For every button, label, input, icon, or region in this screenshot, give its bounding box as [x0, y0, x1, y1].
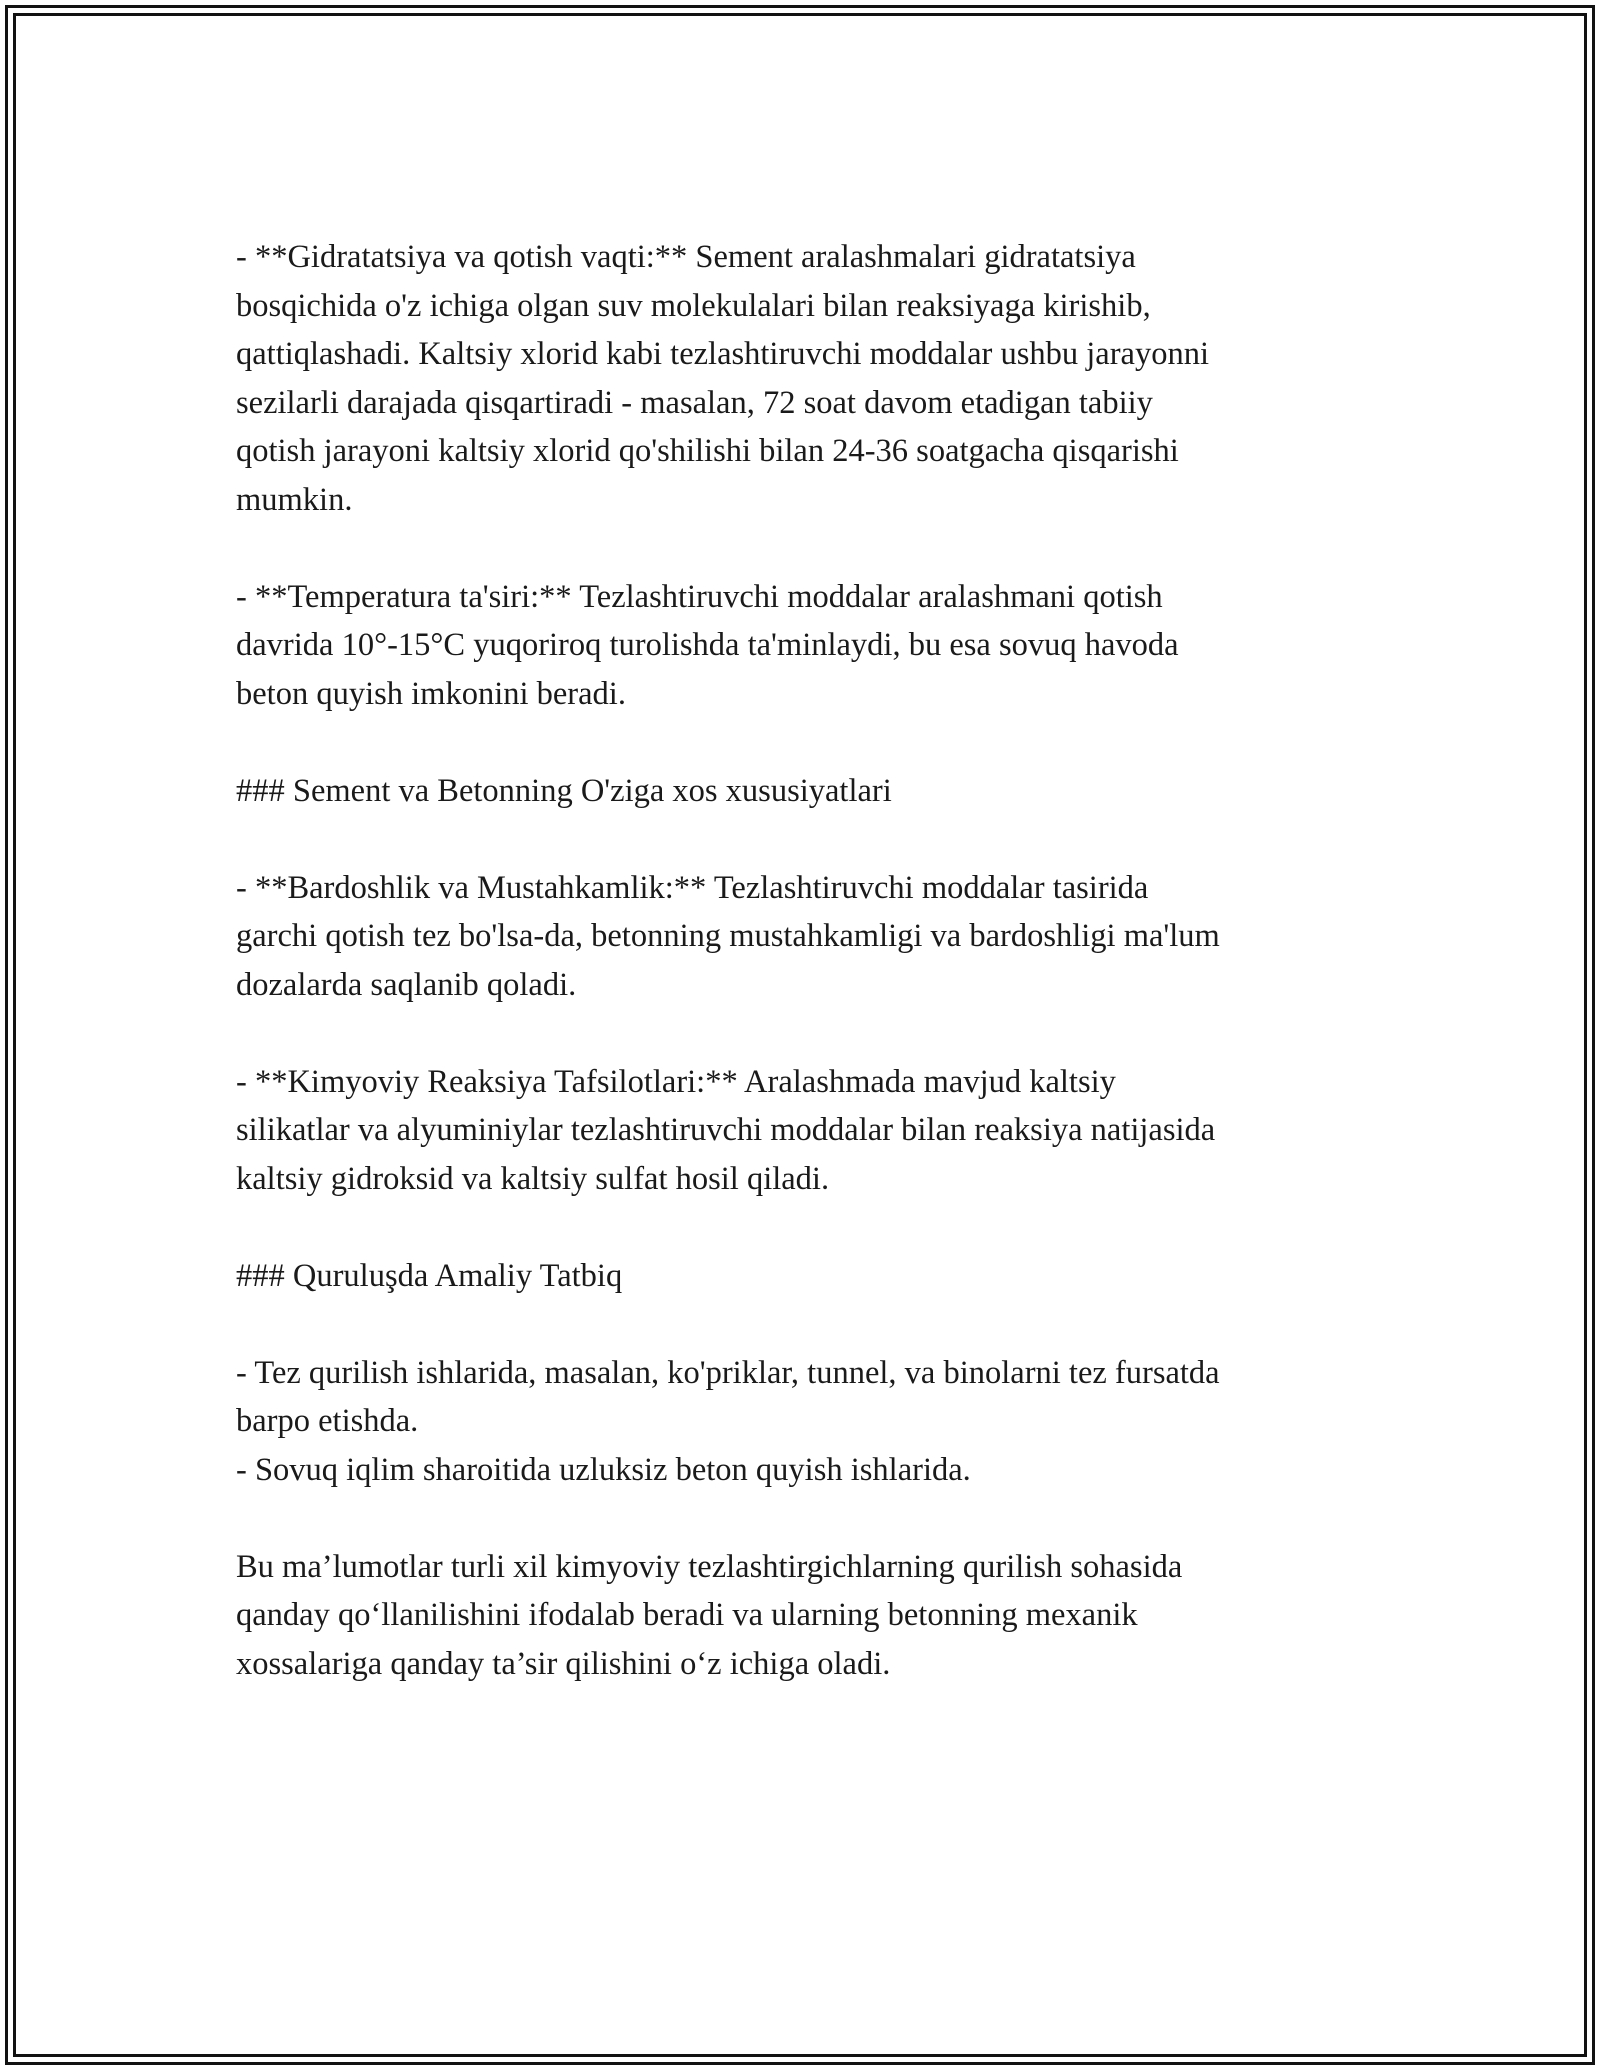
text-line: Bu ma’lumotlar turli xil kimyoviy tezlashtirgichlarning qurilish sohasida — [236, 1548, 1183, 1585]
paragraph-chemical-reaction — [236, 1058, 1366, 1204]
text-line: - **Bardoshlik va Mustahkamlik:** Tezlashtiruvchi moddalar tasirida — [236, 869, 1149, 906]
list-applications — [236, 1349, 1366, 1495]
text-line: qattiqlashadi. Kaltsiy xlorid kabi tezlashtiruvchi moddalar ushbu jarayonni — [236, 336, 1209, 372]
text-line: - **Temperatura ta'siri:** Tezlashtiruvchi moddalar aralashmani qotish — [236, 578, 1163, 615]
text-line: beton quyish imkonini beradi. — [236, 675, 626, 712]
text-line: garchi qotish tez bo'lsa-da, betonning mustahkamligi va bardoshligi ma'lum — [236, 918, 1220, 954]
text-line: dozalarda saqlanib qoladi. — [236, 966, 577, 1003]
text-line: qotish jarayoni kaltsiy xlorid qo'shilishi bilan 24-36 soatgacha qisqarishi — [236, 433, 1179, 469]
paragraph-hydration — [236, 233, 1366, 524]
text-line: mumkin. — [236, 481, 353, 518]
document-body — [236, 233, 1366, 1688]
text-line: - Tez qurilish ishlarida, masalan, ko'priklar, tunnel, va binolarni tez fursatda — [236, 1354, 1220, 1391]
heading-properties — [236, 767, 1366, 816]
paragraph-durability — [236, 864, 1366, 1010]
paragraph-conclusion — [236, 1543, 1366, 1689]
text-line: kaltsiy gidroksid va kaltsiy sulfat hosil qiladi. — [236, 1160, 830, 1197]
text-line: ### Quruluşda Amaliy Tatbiq — [236, 1257, 623, 1294]
text-line: - **Kimyoviy Reaksiya Tafsilotlari:** Aralashmada mavjud kaltsiy — [236, 1063, 1116, 1100]
text-line: - Sovuq iqlim sharoitida uzluksiz beton quyish ishlarida. — [236, 1451, 971, 1488]
paragraph-temperature — [236, 573, 1366, 719]
text-line: ### Sement va Betonning O'ziga xos xususiyatlari — [236, 772, 892, 809]
text-line: bosqichida o'z ichiga olgan suv molekulalari bilan reaksiyaga kirishib, — [236, 287, 1151, 324]
text-line: silikatlar va alyuminiylar tezlashtiruvchi moddalar bilan reaksiya natijasida — [236, 1112, 1216, 1148]
text-line: sezilarli darajada qisqartiradi - masalan, 72 soat davom etadigan tabiiy — [236, 384, 1153, 421]
heading-application — [236, 1252, 1366, 1301]
text-line: - **Gidratatsiya va qotish vaqti:** Sement aralashmalari gidratatsiya — [236, 239, 1136, 275]
text-line: qanday qo‘llanilishini ifodalab beradi va ularning betonning mexanik — [236, 1597, 1138, 1633]
text-line: barpo etishda. — [236, 1403, 419, 1439]
text-line: xossalariga qanday ta’sir qilishini o‘z ichiga oladi. — [236, 1645, 891, 1682]
text-line: davrida 10°-15°C yuqoriroq turolishda ta'minlaydi, bu esa sovuq havoda — [236, 627, 1179, 663]
